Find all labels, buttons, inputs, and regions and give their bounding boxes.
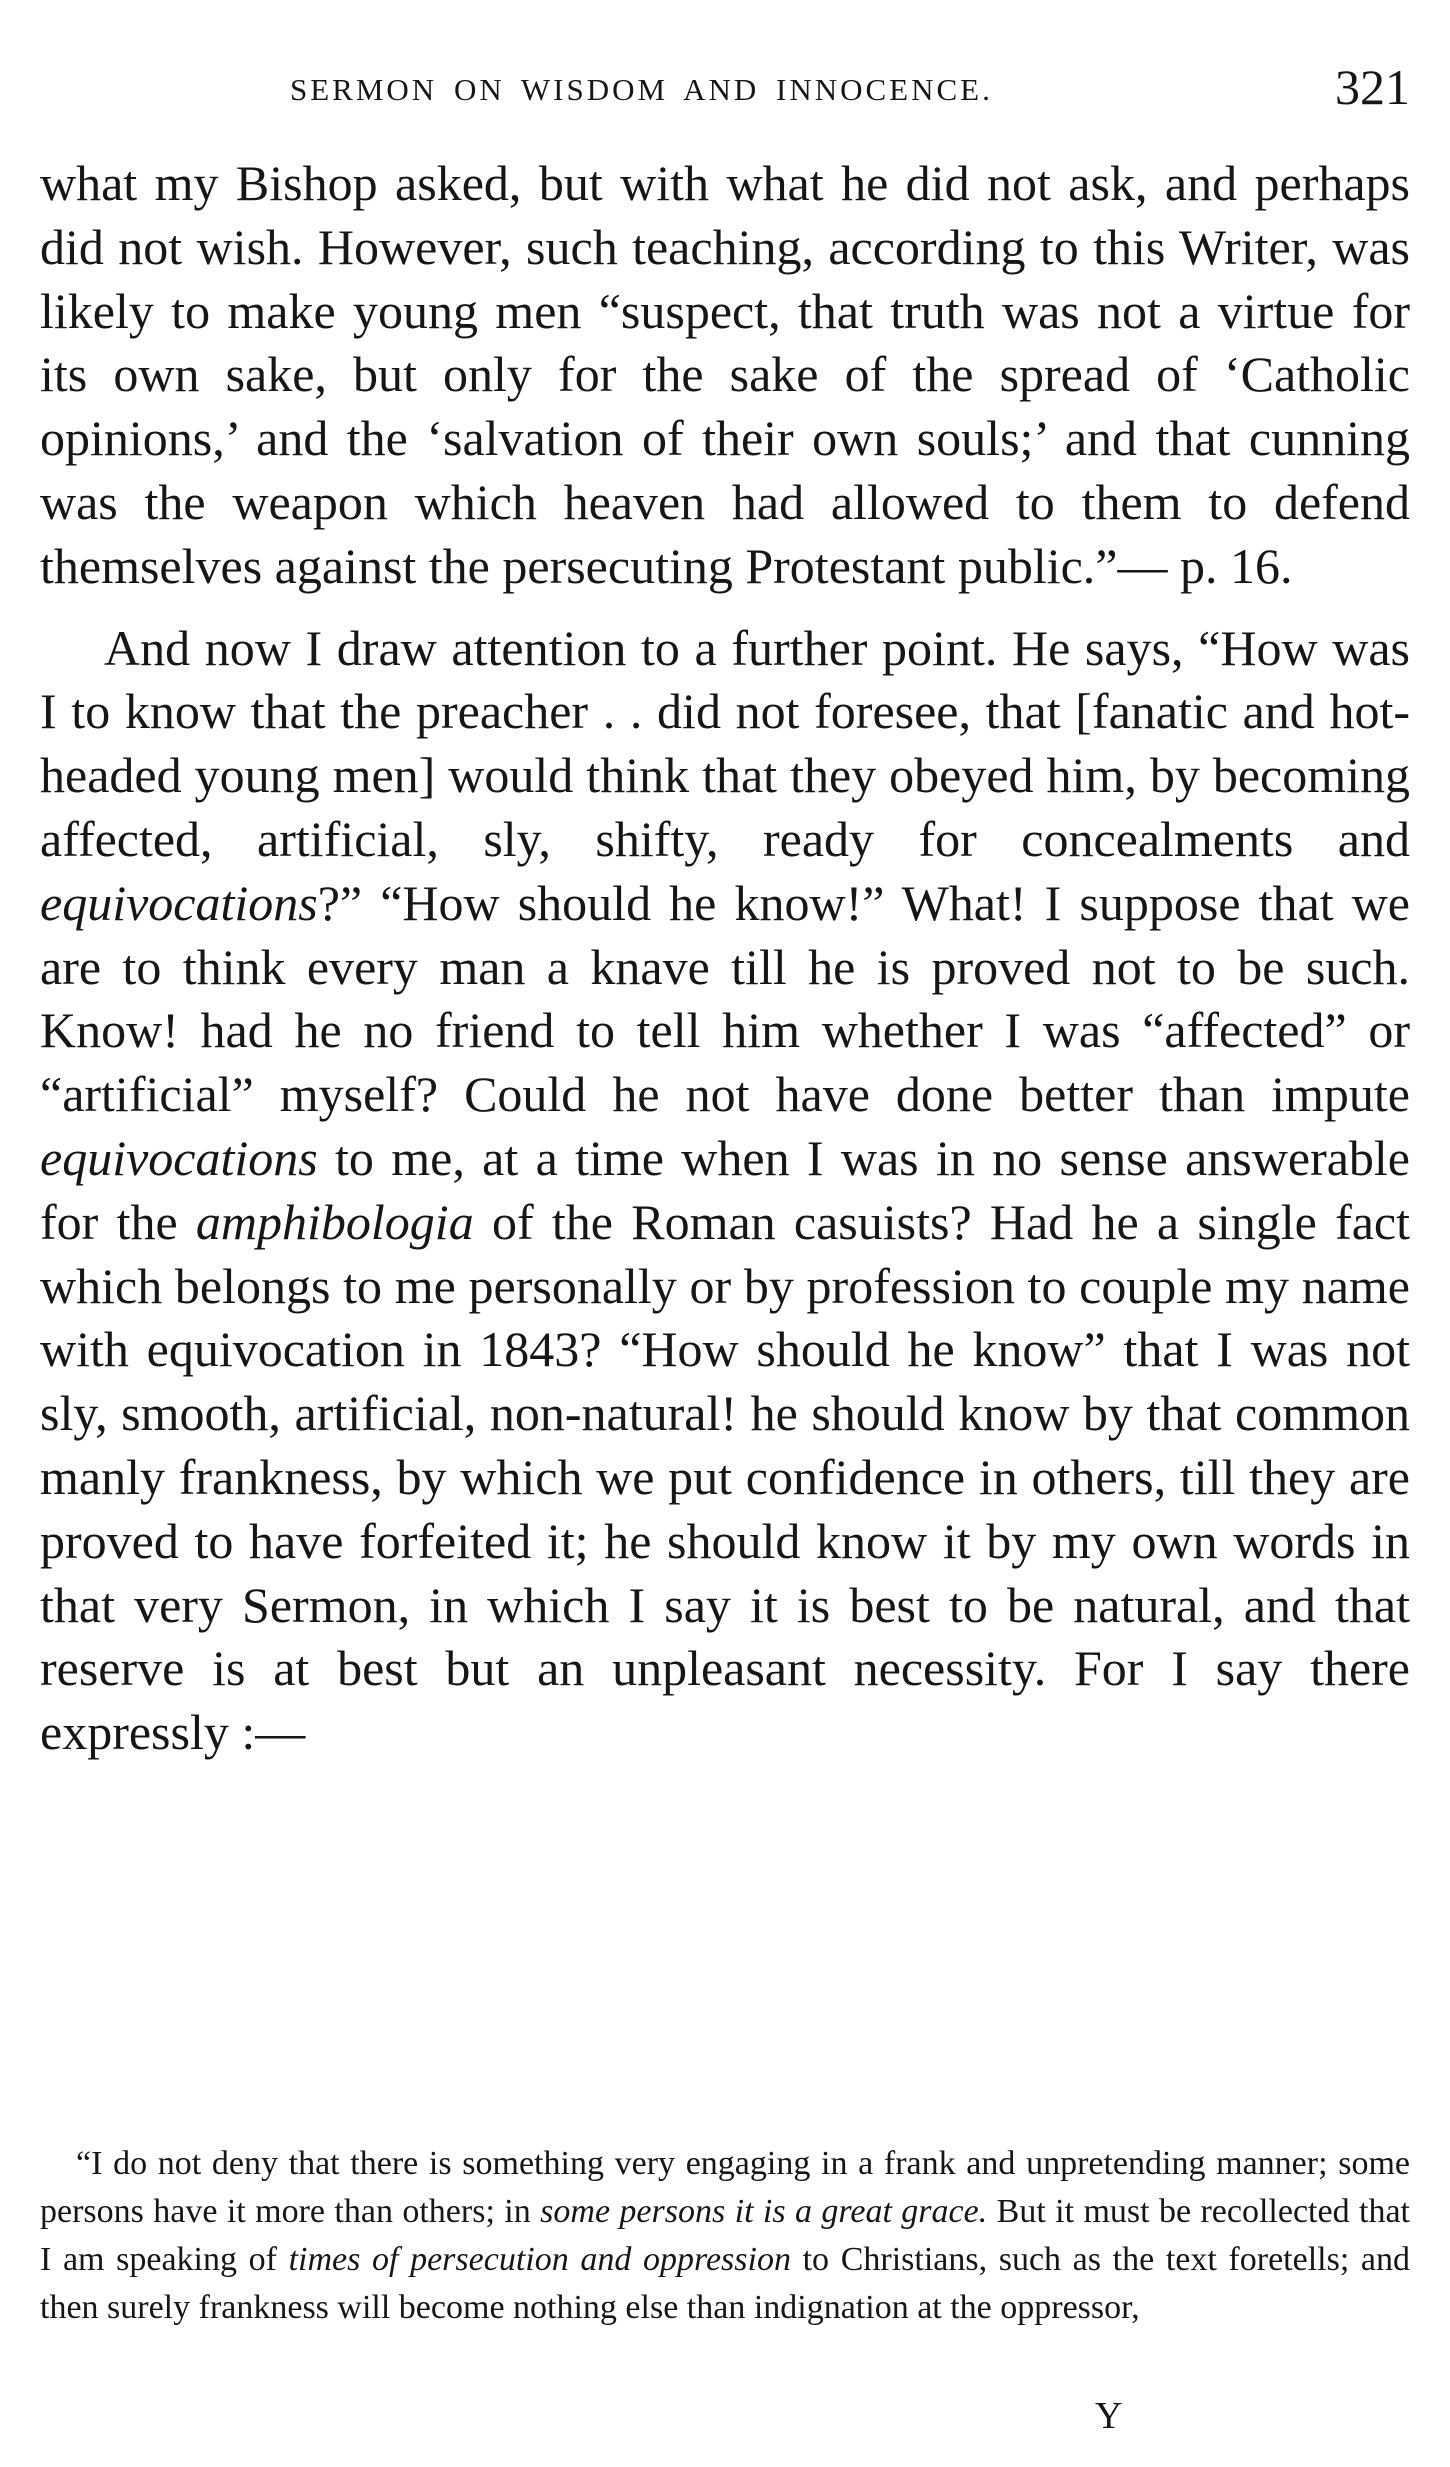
- running-head: [40, 58, 1410, 128]
- paragraph-continued: [40, 152, 1410, 599]
- signature-mark: Y: [1095, 2395, 1123, 2437]
- text-segment: of the Roman casuists? Had he a single fact which belongs to me personally or by profession to couple my name with equivocation in 1843? “How should he know” that I was not sly, smooth, artificial, non-natural! he should know by that common manly frankness, by which we put confidence in others, till they are proved to have forfeited it; he should know it by my own words in that very Sermon, in which I say it is best to be natural, and that reserve is at best but an unpleasant necessity. For I say there expressly :—: [40, 1193, 1410, 1761]
- italic-term: equivocations: [40, 874, 318, 931]
- text-segment: to me, at a time when I was in no sense answerable for the: [40, 1129, 1410, 1250]
- quoted-excerpt: [40, 2140, 1410, 2332]
- running-title: SERMON ON WISDOM AND INNOCENCE.: [290, 72, 993, 107]
- italic-term: times of persecution and oppression: [288, 2241, 791, 2278]
- italic-term: amphibologia: [195, 1193, 474, 1250]
- text-segment: But it must be recollected that I am speaking of: [40, 2193, 1410, 2278]
- paragraph-further-point: [40, 617, 1410, 1765]
- page-number: 321: [1335, 59, 1410, 115]
- text-segment: And now I draw attention to a further point. He says, “How was I to know that the preacher . . did not foresee, that [fanatic and hot-headed young men] would think that they obeyed him, by becoming affected, artificial, sly, shifty, ready for concealments and: [40, 619, 1410, 867]
- text-segment: to Christians, such as the text foretells; and then surely frankness will become nothing else than indignation at the oppressor,: [40, 2241, 1411, 2326]
- text-segment: “I do not deny that there is something very engaging in a frank and unpretending manner; some persons have it more than others; in: [40, 2145, 1410, 2230]
- text-segment: what my Bishop asked, but with what he did not ask, and perhaps did not wish. However, such teaching, according to this Writer, was likely to make young men “suspect, that truth was not a virtue for its own sake, but only for the sake of the spread of ‘Catholic opinions,’ and the ‘salvation of their own souls;’ and that cunning was the weapon which heaven had allowed to them to defend themselves against the persecuting Protestant public.”— p. 16.: [40, 155, 1410, 594]
- text-segment: ?” “How should he know!” What! I suppose that we are to think every man a knave till he is proved not to be such. Know! had he no friend to tell him whether I was “affected” or “artificial” myself? Could he not have done better than impute: [40, 874, 1410, 1123]
- body-text: [40, 152, 1410, 1765]
- italic-term: some persons it is a great grace.: [540, 2193, 988, 2230]
- italic-term: equivocations: [40, 1129, 318, 1186]
- book-page: [40, 0, 1410, 2467]
